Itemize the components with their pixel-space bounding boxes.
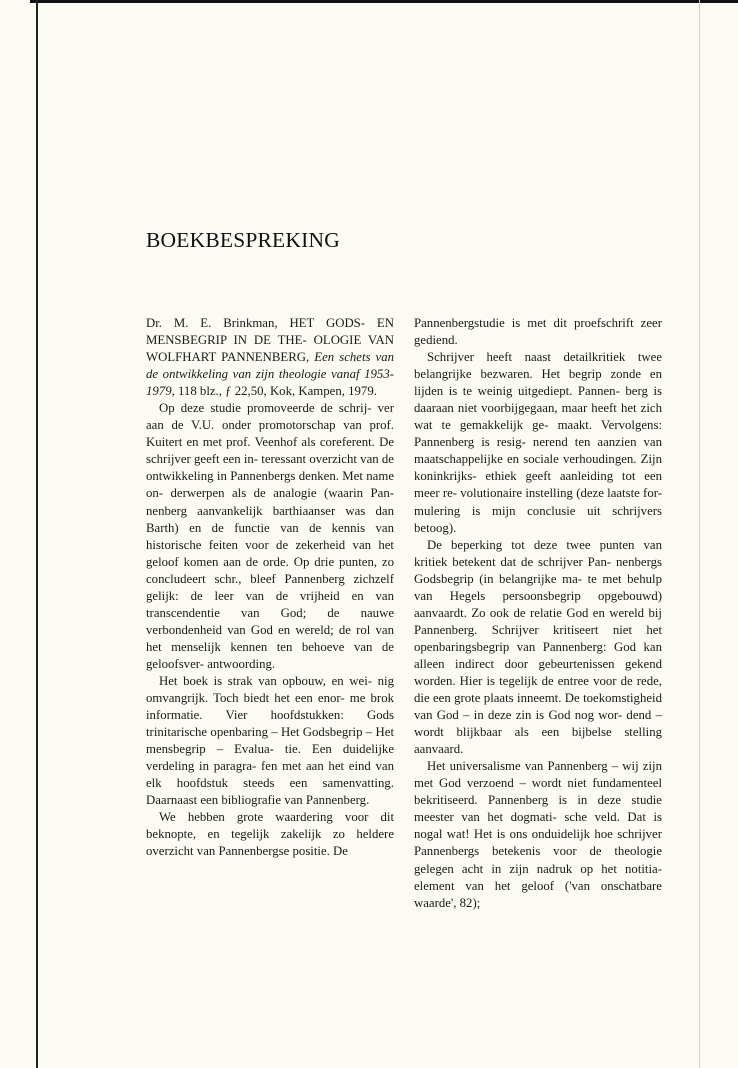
- right-paragraph-4: Het universalisme van Pannenberg – wij zijn met God verzoend – wordt niet fundamenteel bekritiseerd. Pannenberg is in deze studie meester van het dogmati- sche veld. Dat is nogal wat! Het is ons onduidelijk hoe schrijver Pannenbergs betekenis voor de theologie gelegen acht in zijn nadruk op het notitia-element van het geloof ('van onschatbare waarde', 82);: [414, 759, 662, 910]
- right-paragraph-1: Pannenbergstudie is met dit proefschrift zeer gediend.: [414, 316, 662, 348]
- left-paragraph-1: Op deze studie promoveerde de schrij- ver aan de V.U. onder promotorschap van prof. Kuitert en met prof. Veenhof als coreferent. De schrijver geeft een in- teressant overzicht van de ontwikkeling in Pannenbergs denken. Met name on- derwerpen als de analogie (waarin Pan- nenberg aanvankelijk barthiaanser was dan Barth) en de functie van de kennis van historische feiten voor de zekerheid van het geloof komen aan de orde. Op drie punten, zo concludeert schr., bleef Pannenberg zichzelf gelijk: de leer van de vrijheid en van transcendentie van God; de nauwe verbondenheid van God en wereld; de rol van het menselijk kennen ten behoeve van de geloofsver- antwoording.: [146, 401, 394, 671]
- left-column: [146, 315, 394, 861]
- section-heading: BOEKBESPREKING: [146, 228, 340, 252]
- right-column: [414, 315, 662, 912]
- citation-details: 118 blz., ƒ 22,50, Kok, Kampen, 1979.: [178, 384, 377, 399]
- left-paragraph-2: Het boek is strak van opbouw, en wei- nig omvangrijk. Toch biedt het een enor- me brok informatie. Vier hoofdstukken: Gods trinitarische openbaring – Het Godsbegrip – Het mensbegrip – Evalua- tie. Een duidelijke verdeling in paragra- fen met aan het eind van elk hoofdstuk steeds een samenvatting. Daarnaast een bibliografie van Pannenberg.: [146, 673, 394, 808]
- scan-edge-top: [30, 0, 738, 3]
- citation-author-title: Dr. M. E. Brinkman, HET GODS- EN MENSBEGRIP IN DE THE- OLOGIE VAN WOLFHART PANNENBERG,: [146, 316, 394, 365]
- right-paragraph-3: De beperking tot deze twee punten van kritiek betekent dat de schrijver Pan- nenbergs Godsbegrip (in belangrijke ma- te met behulp van Hegels persoonsbegrip opgebouwd) aanvaardt. Zo ook de relatie God en wereld bij Pannenberg. Schrijver kritiseert niet het openbaringsbegrip van Pannenberg: God kan alleen indirect door gebeurtenissen gekend worden. Hier is tegelijk de entree voor de rede, die een grote plaats inneemt. De toekomstigheid van God – in deze zin is God nog wor- dend – wordt blijkbaar als een bijbelse stelling aanvaard.: [414, 537, 662, 757]
- scan-edge-left: [36, 0, 38, 1068]
- book-citation: [146, 315, 394, 400]
- left-paragraph-3: We hebben grote waardering voor dit beknopte, en tegelijk zakelijk zo heldere overzicht van Pannenbergse positie. De: [146, 810, 394, 859]
- right-paragraph-2: Schrijver heeft naast detailkritiek twee belangrijke bezwaren. Het begrip zonde en lijden is te weinig uitgediept. Pannen- berg is daaraan niet voorbijgegaan, maar heeft het zich wat te gemakkelijk ge- maakt. Vervolgens: Pannenberg is resig- nerend ten aanzien van maatschappelijke en sociale verhoudingen. Zijn koninkrijks- ethiek geeft aanleiding tot een meer re- volutionaire instelling (deze laatste for- mulering is mijn conclusie uit schrijvers betoog).: [414, 350, 662, 535]
- citation-subtitle: Een schets van de ontwikkeling van zijn theologie vanaf 1953-1979,: [146, 350, 395, 399]
- scan-edge-right: [699, 0, 700, 1068]
